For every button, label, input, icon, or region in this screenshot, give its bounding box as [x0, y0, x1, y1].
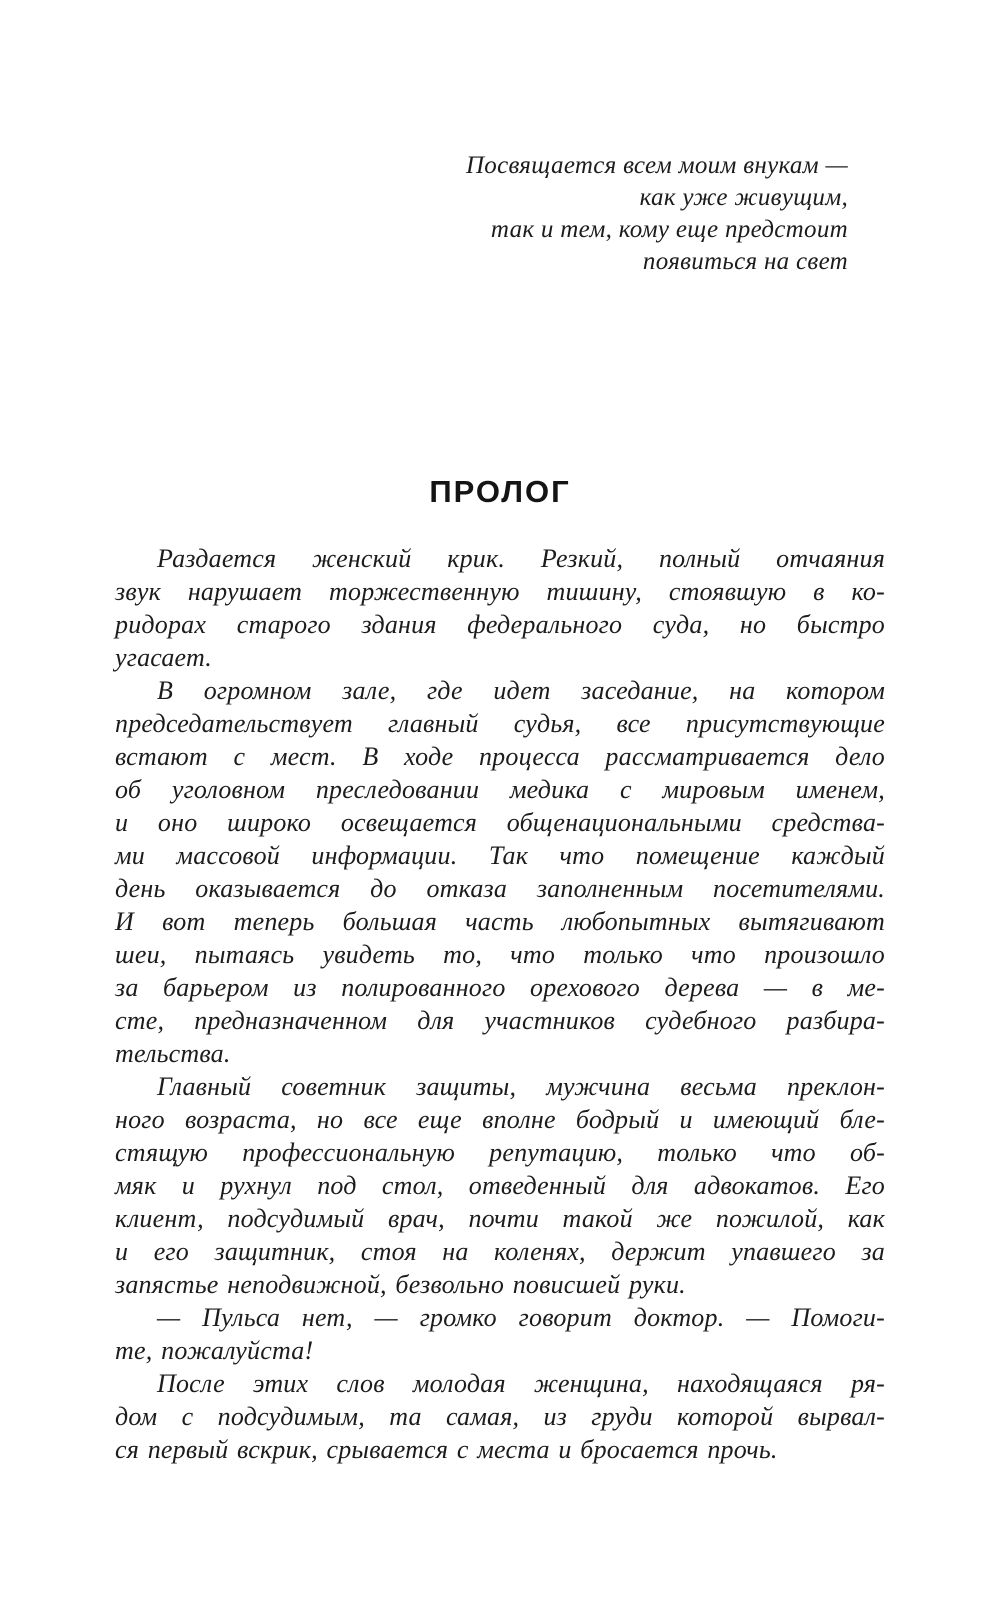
text-line: ного возраста, но все еще вполне бодрый и имеющий бле-: [115, 1105, 885, 1134]
text-line: шеи, пытаясь увидеть то, что только что произошло: [115, 940, 885, 969]
text-line: встают с мест. В ходе процесса рассматривается дело: [115, 742, 885, 771]
text-line: клиент, подсудимый врач, почти такой же пожилой, как: [115, 1204, 885, 1233]
text-line: угасает.: [115, 643, 212, 672]
text-line: И вот теперь большая часть любопытных вытягивают: [115, 907, 885, 936]
text-line: После этих слов молодая женщина, находящаяся ря-: [157, 1369, 885, 1398]
paragraph: [115, 1367, 885, 1466]
text-line: день оказывается до отказа заполненным посетителями.: [115, 874, 885, 903]
text-line: запястье неподвижной, безвольно повисшей руки.: [115, 1270, 686, 1299]
body-text: [115, 542, 885, 1466]
paragraph: [115, 542, 885, 674]
text-line: Главный советник защиты, мужчина весьма преклон-: [157, 1072, 885, 1101]
text-line: ся первый вскрик, срывается с места и бросается прочь.: [115, 1435, 778, 1464]
text-line: и его защитник, стоя на коленях, держит упавшего за: [115, 1237, 885, 1266]
paragraph: [115, 674, 885, 1070]
text-line: — Пульса нет, — громко говорит доктор. — Помоги-: [157, 1303, 885, 1332]
text-line: те, пожалуйста!: [115, 1336, 314, 1365]
text-line: ми массовой информации. Так что помещение каждый: [115, 841, 885, 870]
text-line: тельства.: [115, 1039, 231, 1068]
text-line: председательствует главный судья, все присутствующие: [115, 709, 885, 738]
dedication-line: так и тем, кому еще предстоит: [490, 216, 848, 243]
paragraph: [115, 1301, 885, 1367]
text-line: об уголовном преследовании медика с мировым именем,: [115, 775, 885, 804]
dedication-line: как уже живущим,: [639, 184, 848, 211]
chapter-heading: ПРОЛОГ: [429, 474, 571, 509]
text-line: ридорах старого здания федерального суда, но быстро: [115, 610, 885, 639]
dedication-line: Посвящается всем моим внукам —: [465, 152, 848, 179]
text-line: за барьером из полированного орехового дерева — в ме-: [115, 973, 885, 1002]
text-line: мяк и рухнул под стол, отведенный для адвокатов. Его: [115, 1171, 885, 1200]
dedication-line: появиться на свет: [642, 248, 848, 275]
dedication: [466, 150, 848, 278]
text-line: сте, предназначенном для участников судебного разбира-: [115, 1006, 885, 1035]
paragraph: [115, 1070, 885, 1301]
text-line: и оно широко освещается общенациональными средства-: [115, 808, 885, 837]
text-line: дом с подсудимым, та самая, из груди которой вырвал-: [115, 1402, 885, 1431]
text-line: звук нарушает торжественную тишину, стоявшую в ко-: [115, 577, 885, 606]
text-line: стящую профессиональную репутацию, только что об-: [115, 1138, 885, 1167]
text-line: Раздается женский крик. Резкий, полный отчаяния: [157, 544, 885, 573]
text-line: В огромном зале, где идет заседание, на котором: [157, 676, 885, 705]
